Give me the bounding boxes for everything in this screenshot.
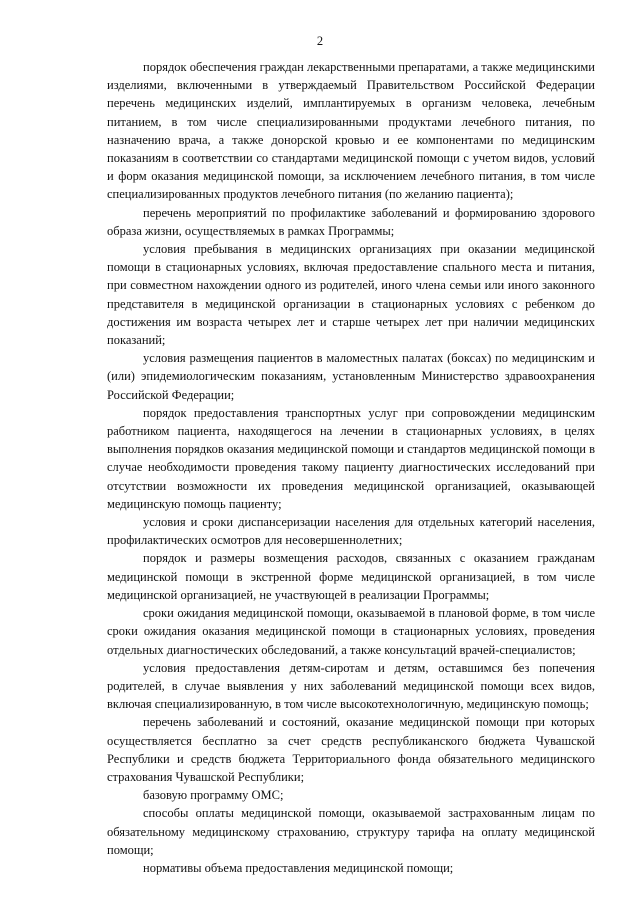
paragraph-3: условия пребывания в медицинских организациях при оказании медицинской помощи в стационарных условиях, включая предоставление спального места и питания, при совместном нахождении одного из родителей, иного члена семьи или иного законного представителя в медицинской организации в стационарных условиях с ребенком до достижения им возраста четырех лет и старше четырех лет при наличии медицинских показаний;: [107, 242, 595, 348]
paragraph-6: условия и сроки диспансеризации населения для отдельных категорий населения, профилактических осмотров для несовершеннолетних;: [107, 515, 595, 548]
paragraph-11: базовую программу ОМС;: [143, 788, 284, 803]
paragraph-12: способы оплаты медицинской помощи, оказываемой застрахованным лицам по обязательному медицинскому страхованию, структуру тарифа на оплату медицинской помощи;: [107, 806, 595, 857]
paragraph-1: порядок обеспечения граждан лекарственными препаратами, а также медицинскими изделиями, включенными в утверждаемый Правительством Российской Федерации перечень медицинских изделий, имплантируемых в организм человека, лечебным питанием, в том числе специализированными продуктами лечебного питания, по назначению врача, а также донорской кровью и ее компонентами по медицинским показаниям в соответствии со стандартами медицинской помощи с учетом видов, условий и форм оказания медицинской помощи, за исключением лечебного питания, в том числе специализированных продуктов лечебного питания (по желанию пациента);: [107, 60, 595, 202]
paragraph-4: условия размещения пациентов в маломестных палатах (боксах) по медицинским и (или) эпидемиологическим показаниям, установленным Министерство здравоохранения Российской Федерации;: [107, 351, 595, 402]
paragraph-13: нормативы объема предоставления медицинской помощи;: [143, 860, 454, 875]
paragraph-7: порядок и размеры возмещения расходов, связанных с оказанием гражданам медицинской помощи в экстренной форме медицинской организацией, в том числе медицинской организацией, не участвующей в реализации Программы;: [107, 551, 595, 602]
page-number: 2: [316, 34, 324, 48]
paragraph-8: сроки ожидания медицинской помощи, оказываемой в плановой форме, в том числе сроки ожидания оказания медицинской помощи в стационарных условиях, проведения отдельных диагностических обследований, а также консультаций врачей-специалистов;: [107, 606, 595, 657]
paragraph-9: условия предоставления детям-сиротам и детям, оставшимся без попечения родителей, в случае выявления у них заболеваний медицинской помощи всех видов, включая специализированную, в том числе высокотехнологичную, медицинскую помощь;: [107, 660, 595, 712]
paragraph-5: порядок предоставления транспортных услуг при сопровождении медицинским работником пациента, находящегося на лечении в стационарных условиях, в целях выполнения порядков оказания медицинской помощи и стандартов медицинской помощи в случае необходимости проведения такому пациенту диагностических исследований при отсутствии возможности их проведения медицинской организацией, оказывающей медицинскую помощь пациенту;: [107, 405, 595, 511]
document-body: [107, 58, 595, 877]
paragraph-10: перечень заболеваний и состояний, оказание медицинской помощи при которых осуществляется бесплатно за счет средств республиканского бюджета Чувашской Республики и средств бюджета Территориального фонда обязательного медицинского страхования Чувашской Республики;: [107, 715, 595, 784]
paragraph-2: перечень мероприятий по профилактике заболеваний и формированию здорового образа жизни, осуществляемых в рамках Программы;: [107, 205, 595, 238]
